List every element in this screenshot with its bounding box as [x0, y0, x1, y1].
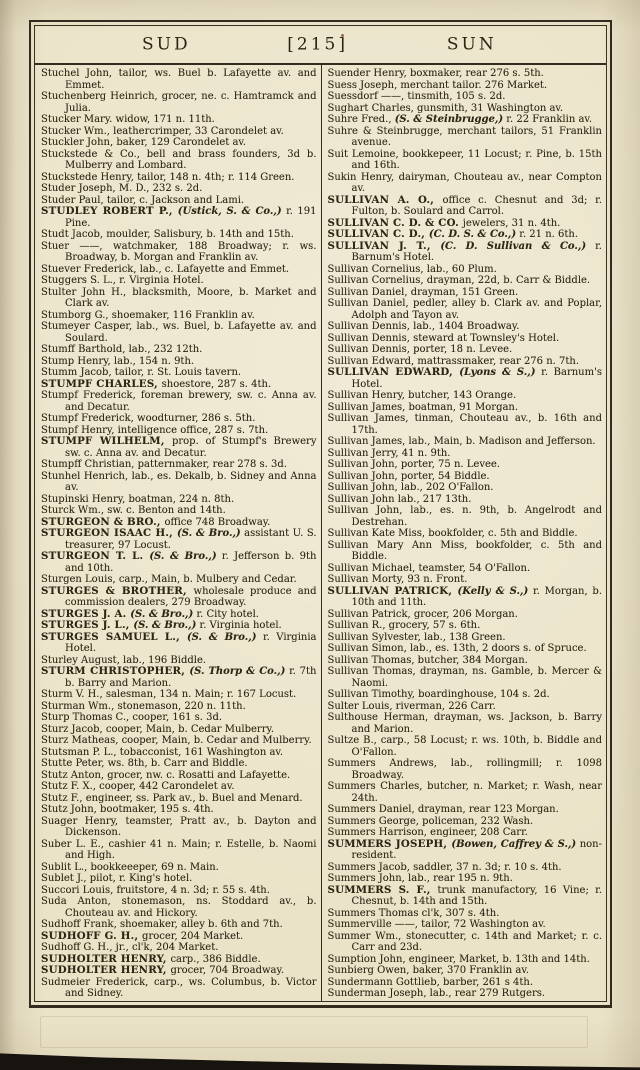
directory-entry: Sullivan R., grocery, 57 s. 6th.: [327, 620, 481, 631]
directory-entry: Sullivan Simon, lab., es. 13th, 2 doors s. of Spruce.: [327, 643, 587, 654]
directory-entry: Sudmeier Frederick, carp., ws. Columbus, b. Victor and Sidney.: [41, 976, 317, 999]
directory-entry: Stuever Frederick, lab., c. Lafayette and Emmet.: [41, 263, 290, 275]
directory-entry: Sullivan Dennis, porter, 18 n. Levee.: [327, 344, 513, 355]
directory-entry: Sublit L., bookkeeeper, 69 n. Main.: [41, 861, 219, 873]
directory-entry: Sturp Thomas C., cooper, 161 s. 3d.: [41, 712, 223, 723]
directory-entry: Suess Joseph, merchant tailor. 276 Market.: [327, 79, 548, 91]
directory-entry: Stunhel Henrich, lab., es. Dekalb, b. Sidney and Anna av.: [41, 470, 317, 493]
directory-entry: STURGES SAMUEL L., (S. & Bro.,) r. Virginia Hotel.: [41, 630, 317, 654]
directory-entry: Suhre Fred., (S. & Steinbrugge,) r. 22 Franklin av.: [327, 114, 593, 125]
directory-entry: Suender Henry, boxmaker, rear 276 s. 5th.: [327, 68, 544, 79]
directory-entry: Suhre & Steinbrugge, merchant tailors, 51 Franklin avenue.: [327, 125, 602, 148]
page-number: [215]: [287, 34, 348, 55]
page-frame: [29, 20, 612, 1008]
directory-entry: Sturgen Louis, carp., Main, b. Mulbery and Cedar.: [41, 574, 297, 585]
directory-entry: Stulter John H., blacksmith, Moore, b. Market and Clark av.: [41, 286, 317, 309]
directory-entry: Stuchel John, tailor, ws. Buel b. Lafayette av. and Emmet.: [41, 68, 317, 91]
header-left-guide: SUD: [142, 34, 191, 55]
directory-entry: Summers Thomas cl'k, 307 s. 4th.: [327, 907, 500, 919]
directory-entry: STURGEON & BRO., office 748 Broadway.: [41, 515, 271, 528]
directory-entry: Sullivan James, boatman, 91 Morgan.: [327, 401, 519, 413]
directory-entry: Suber L. E., cashier 41 n. Main; r. Estelle, b. Naomi and High.: [41, 838, 317, 861]
directory-entry: Suit Lemoine, bookkepeer, 11 Locust; r. Pine, b. 15th and 16th.: [327, 148, 602, 171]
directory-entry: Summer Wm., stonecutter, c. 14th and Market; r. c. Carr and 23d.: [327, 930, 602, 953]
directory-entry: Sultze B., carp., 58 Locust; r. ws. 10th, b. Biddle and O'Fallon.: [327, 735, 602, 758]
directory-entry: Sullivan John, porter, 75 n. Levee.: [327, 459, 500, 470]
page-header: [35, 26, 606, 65]
directory-entry: Sturley August, lab., 196 Biddle.: [41, 654, 207, 666]
directory-entry: Sublet J., pilot, r. King's hotel.: [41, 873, 193, 884]
directory-entry: Stucker Wm., leathercrimper, 33 Carondelet av.: [41, 125, 284, 137]
directory-entry: STURGES J. L., (S. & Bro.,) r. Virginia hotel.: [41, 619, 282, 631]
directory-entry: Stutz F. X., cooper, 442 Carondelet av.: [41, 781, 235, 792]
directory-entry: SULLIVAN J. T., (C. D. Sullivan & Co.,) r. Barnum's Hotel.: [327, 239, 602, 263]
directory-entry: STURGEON T. L. (S. & Bro.,) r. Jefferson b. 9th and 10th.: [41, 550, 317, 574]
directory-entry: Stumborg G., shoemaker, 116 Franklin av.: [41, 309, 255, 321]
directory-entry: SULLIVAN EDWARD, (Lyons & S.,) r. Barnum's Hotel.: [327, 366, 602, 390]
directory-entry: Stumeyer Casper, lab., ws. Buel, b. Lafayette av. and Soulard.: [41, 321, 317, 344]
directory-entry: Sullivan Dennis, steward at Townsley's Hotel.: [327, 332, 560, 344]
directory-entry: STURM CHRISTOPHER, (S. Thorp & Co.,) r. 7th b. Barry and Marion.: [41, 665, 317, 689]
directory-entry: Sullivan Edward, mattrassmaker, rear 276 n. 7th.: [327, 355, 580, 367]
directory-entry: Summers Andrews, lab., rollingmill; r. 1098 Broadway.: [327, 758, 602, 781]
directory-columns: [35, 65, 606, 1001]
directory-entry: Sullivan James, tinman, Chouteau av., b. 16th and 17th.: [327, 413, 602, 436]
directory-entry: SUDHOLTER HENRY, grocer, 704 Broadway.: [41, 964, 284, 976]
directory-entry: Sudhoff Frank, shoemaker, alley b. 6th and 7th.: [41, 919, 283, 930]
directory-entry: Sturz Jacob, cooper, Main, b. Cedar Mulberry.: [41, 723, 274, 735]
directory-entry: Summers George, policeman, 232 Wash.: [327, 815, 534, 827]
directory-entry: Sturman Wm., stonemason, 220 n. 11th.: [41, 700, 246, 712]
directory-entry: Stupinski Henry, boatman, 224 n. 8th.: [41, 493, 235, 505]
directory-entry: Stutz John, bootmaker, 195 s. 4th.: [41, 804, 214, 815]
directory-entry: Stuckstede Henry, tailor, 148 n. 4th; r. 114 Green.: [41, 171, 295, 183]
directory-entry: Sukin Henry, dairyman, Chouteau av., near Compton av.: [327, 171, 602, 194]
directory-entry: Stumpf Frederick, foreman brewery, sw. c. Anna av. and Decatur.: [41, 390, 317, 413]
directory-entry: Stuggers S. L., r. Virginia Hotel.: [41, 275, 204, 286]
directory-entry: Sullivan Thomas, butcher, 384 Morgan.: [327, 654, 528, 666]
directory-entry: Suda Anton, stonemason, ns. Stoddard av., b. Chouteau av. and Hickory.: [41, 896, 317, 919]
directory-entry: Suager Henry, teamster, Pratt av., b. Dayton and Dickenson.: [41, 815, 317, 838]
directory-entry: Stumpf Frederick, woodturner, 286 s. 5th.: [41, 413, 256, 424]
page-frame-inner: [34, 25, 607, 1002]
directory-entry: Sullivan Henry, butcher, 143 Orange.: [327, 390, 517, 401]
directory-entry: Summers Jacob, saddler, 37 n. 3d; r. 10 s. 4th.: [327, 861, 562, 873]
directory-entry: Sulthouse Herman, drayman, ws. Jackson, b. Barry and Marion.: [327, 712, 602, 735]
directory-entry: Sullivan John, porter, 54 Biddle.: [327, 470, 490, 482]
directory-entry: Summers John, lab., rear 195 n. 9th.: [327, 873, 513, 884]
directory-entry: Sturck Wm., sw. c. Benton and 14th.: [41, 505, 226, 516]
directory-entry: Summers Harrison, engineer, 208 Carr.: [327, 827, 528, 838]
directory-entry: Succori Louis, fruitstore, 4 n. 3d; r. 55 s. 4th.: [41, 884, 270, 896]
directory-entry: Sullivan John, lab., 202 O'Fallon.: [327, 482, 494, 493]
directory-entry: Stutz Anton, grocer, nw. c. Rosatti and Lafayette.: [41, 769, 291, 781]
directory-entry: Sullivan Sylvester, lab., 138 Green.: [327, 631, 506, 643]
directory-entry: Sullivan Kate Miss, bookfolder, c. 5th and Biddle.: [327, 528, 578, 539]
directory-entry: Sullivan Dennis, lab., 1404 Broadway.: [327, 321, 520, 332]
directory-entry: Sullivan John lab., 217 13th.: [327, 493, 472, 505]
directory-entry: STUMPF WILHELM, prop. of Stumpf's Brewery sw. c. Anna av. and Decatur.: [41, 435, 317, 459]
directory-entry: Sullivan Michael, teamster, 54 O'Fallon.: [327, 562, 531, 574]
directory-entry: Studer Paul, tailor, c. Jackson and Lami.: [41, 194, 245, 206]
directory-entry: Stuckstede & Co., bell and brass founders, 3d b. Mulberry and Lombard.: [41, 148, 317, 171]
directory-entry: Sullivan Cornelius, lab., 60 Plum.: [327, 263, 497, 275]
directory-entry: Stumpff Christian, patternmaker, rear 278 s. 3d.: [41, 459, 287, 470]
left-column: [35, 65, 321, 1001]
directory-entry: SULLIVAN A. O., office c. Chesnut and 3d; r. Fulton, b. Soulard and Carrol.: [327, 193, 603, 217]
directory-entry: Summers Charles, butcher, n. Market; r. Wash, near 24th.: [327, 781, 602, 804]
directory-entry: Stucker Mary. widow, 171 n. 11th.: [41, 114, 215, 125]
directory-entry: SUMMERS S. F., trunk manufactory, 16 Vine; r. Chesnut, b. 14th and 15th.: [327, 883, 602, 907]
directory-entry: Stuer ——, watchmaker, 188 Broadway; r. ws. Broadway, b. Morgan and Franklin av.: [41, 240, 317, 263]
directory-entry: Stuchenberg Heinrich, grocer, ne. c. Hamtramck and Julia.: [41, 91, 317, 114]
directory-entry: Stutz F., engineer, ss. Park av., b. Buel and Menard.: [41, 792, 303, 804]
directory-entry: STUDLEY ROBERT P., (Ustick, S. & Co.,) r. 191 Pine.: [41, 205, 317, 229]
directory-entry: STURGES J. A. (S. & Bro.,) r. City hotel.: [41, 607, 259, 620]
directory-entry: Sullivan Patrick, grocer, 206 Morgan.: [327, 608, 518, 620]
directory-entry: Sunderman Joseph, lab., rear 279 Rutgers.: [327, 988, 546, 999]
right-column: [321, 65, 607, 1001]
directory-entry: SULLIVAN C. D., (C. D. S. & Co.,) r. 21 n. 6th.: [327, 228, 579, 240]
directory-entry: Stutte Peter, ws. 8th, b. Carr and Biddle.: [41, 758, 248, 769]
directory-entry: Stumff Barthold, lab., 232 12th.: [41, 344, 203, 355]
directory-entry: Suessdorf ——, tinsmith, 105 s. 2d.: [327, 91, 506, 102]
directory-entry: Sullivan John, lab., es. n. 9th, b. Angelrodt and Destrehan.: [327, 505, 602, 528]
directory-entry: Sulter Louis, riverman, 226 Carr.: [327, 700, 496, 712]
directory-entry: Sumption John, engineer, Market, b. 13th and 14th.: [327, 953, 590, 965]
directory-entry: Stumpf Henry, intelligence office, 287 s. 7th.: [41, 424, 269, 436]
directory-entry: Sturm V. H., salesman, 134 n. Main; r. 167 Locust.: [41, 689, 297, 700]
directory-entry: Sullivan Daniel, drayman, 151 Green.: [327, 286, 519, 298]
directory-entry: Sullivan Timothy, boardinghouse, 104 s. 2d.: [327, 689, 550, 700]
directory-entry: Sunbierg Owen, baker, 370 Franklin av.: [327, 965, 530, 976]
directory-entry: Stuckler John, baker, 129 Carondelet av.: [41, 137, 247, 148]
header-right-guide: SUN: [446, 34, 497, 55]
directory-entry: SUMMERS JOSEPH, (Bowen, Caffrey & S.,) non-resident.: [327, 837, 602, 861]
directory-entry: Sullivan James, lab., Main, b. Madison and Jefferson.: [327, 436, 596, 447]
directory-entry: STURGES & BROTHER, wholesale produce and commission dealers, 279 Broadway.: [41, 584, 317, 608]
reverse-page-showthrough: [40, 1016, 588, 1048]
directory-entry: Studt Jacob, moulder, Salisbury, b. 14th and 15th.: [41, 229, 294, 240]
directory-entry: Sullivan Morty, 93 n. Front.: [327, 574, 468, 585]
directory-entry: Summerville ——, tailor, 72 Washington av.: [327, 919, 546, 930]
directory-entry: SULLIVAN C. D. & CO. jewelers, 31 n. 4th.: [327, 216, 561, 229]
directory-entry: STURGEON ISAAC H., (S. & Bro.,) assistant U. S. treasurer, 97 Locust.: [41, 527, 317, 551]
directory-entry: Sullivan Cornelius, drayman, 22d, b. Carr & Biddle.: [327, 275, 591, 286]
directory-entry: STUMPF CHARLES, shoestore, 287 s. 4th.: [41, 377, 272, 390]
directory-entry: Sullivan Jerry, 41 n. 9th.: [327, 447, 451, 459]
directory-entry: SUDHOLTER HENRY, carp., 386 Biddle.: [41, 952, 261, 965]
directory-entry: Sturz Matheas, cooper, Main, b. Cedar and Mulberry.: [41, 735, 312, 746]
directory-entry: Stump Henry, lab., 154 n. 9th.: [41, 355, 195, 367]
directory-entry: Sullivan Daniel, pedler, alley b. Clark av. and Poplar, Adolph and Tayon av.: [327, 298, 602, 321]
directory-entry: Sullivan Thomas, drayman, ns. Gamble, b. Mercer & Naomi.: [327, 666, 602, 689]
directory-entry: Sullivan Mary Ann Miss, bookfolder, c. 5th and Biddle.: [327, 539, 602, 562]
directory-entry: SUDHOFF G. H., grocer, 204 Market.: [41, 929, 244, 942]
directory-entry: Stumm Jacob, tailor, r. St. Louis tavern.: [41, 367, 242, 378]
directory-entry: Sundermann Gottlieb, barber, 261 s 4th.: [327, 976, 534, 988]
directory-entry: Sughart Charles, gunsmith, 31 Washington av.: [327, 102, 564, 114]
directory-entry: Summers Daniel, drayman, rear 123 Morgan.: [327, 804, 559, 815]
directory-entry: Stutsman P. L., tobacconist, 161 Washington av.: [41, 746, 284, 758]
directory-entry: SULLIVAN PATRICK, (Kelly & S.,) r. Morgan, b. 10th and 11th.: [327, 584, 603, 608]
directory-entry: Studer Joseph, M. D., 232 s. 2d.: [41, 183, 203, 194]
directory-entry: Sudhoff G. H., jr., cl'k, 204 Market.: [41, 942, 219, 953]
